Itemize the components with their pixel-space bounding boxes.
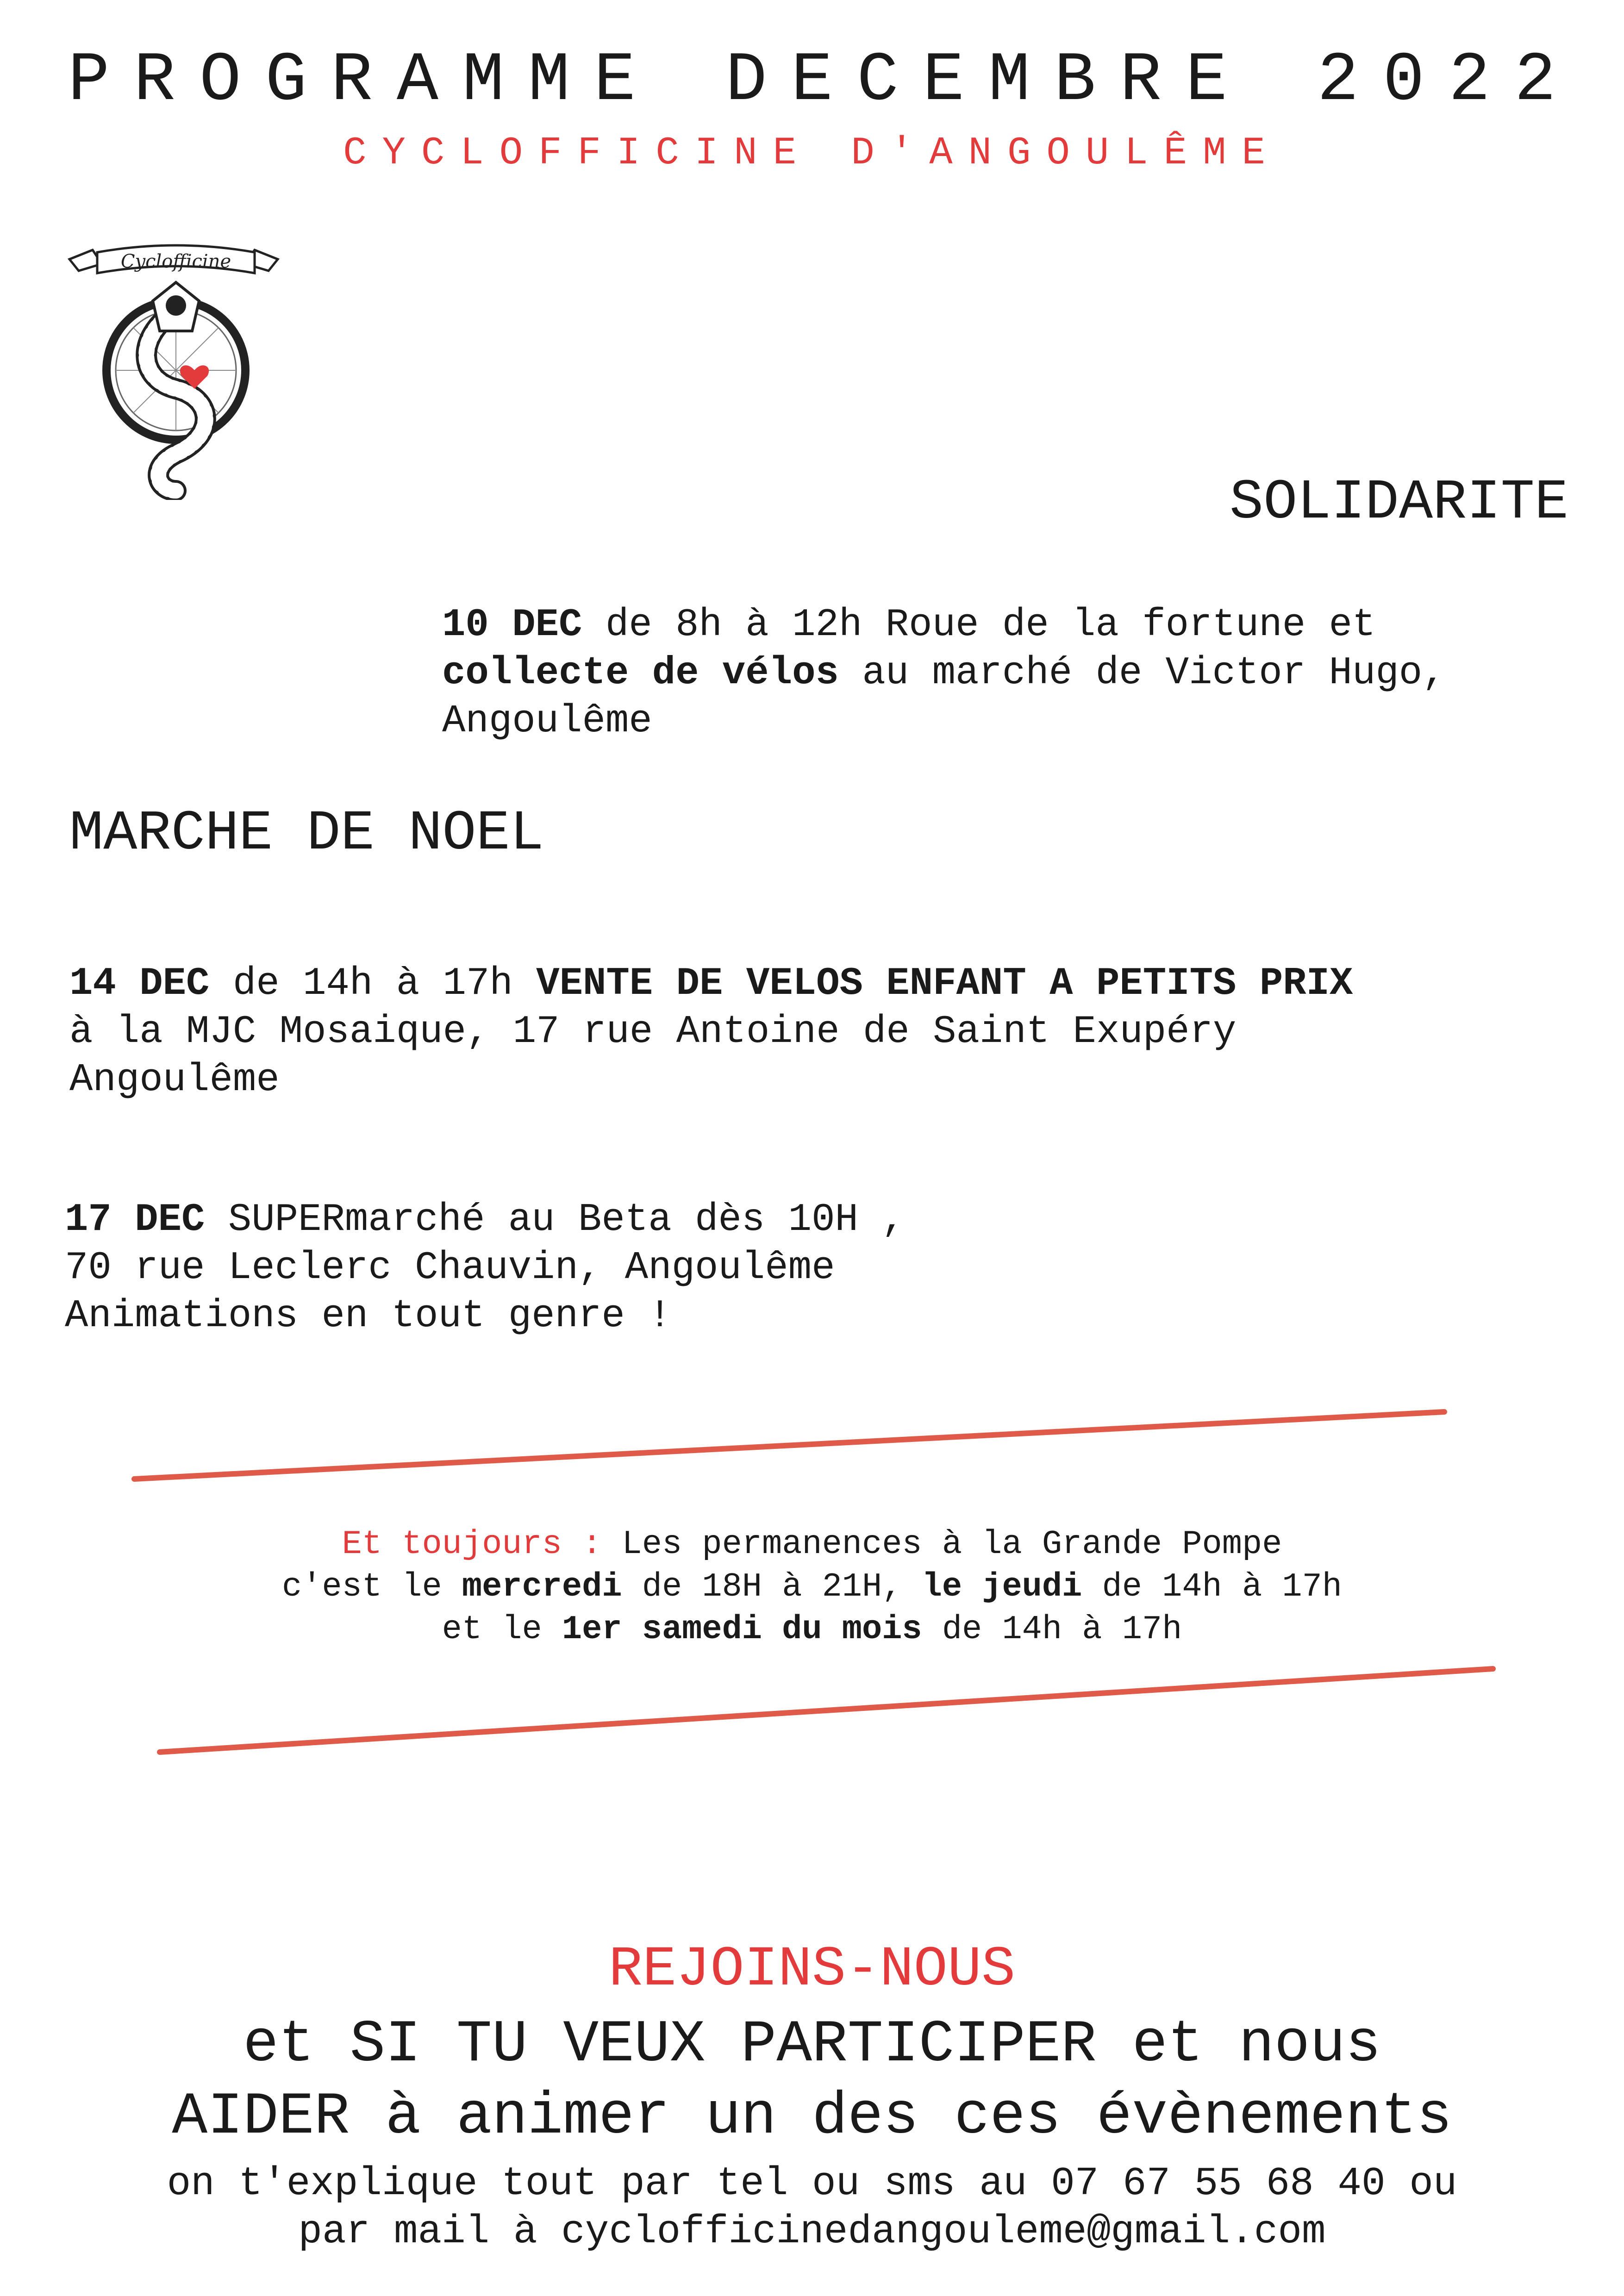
cta-rejoins-nous: REJOINS-NOUS [608,1937,1016,2002]
permanences-block [0,1523,1624,1651]
event2-address: 70 rue Leclerc Chauvin, Angoulême [65,1246,835,1290]
toujours-l2e: de 14h à 17h [1082,1568,1342,1606]
toujours-l2c: de 18H à 21H, [622,1568,922,1606]
toujours-mercredi: mercredi [462,1568,622,1606]
toujours-l2a: c'est le [282,1568,462,1606]
toujours-l3c: de 14h à 17h [922,1610,1182,1648]
toujours-lead: Et toujours : [342,1525,622,1563]
toujours-l3a: et le [442,1610,562,1648]
event1-title: VENTE DE VELOS ENFANT A PETITS PRIX [536,962,1353,1006]
solidarite-line1: de 8h à 12h Roue de la fortune et [582,603,1376,647]
event1-city: Angoulême [69,1058,280,1102]
solidarite-collecte: collecte de vélos [442,651,839,695]
footer-line-2: AIDER à animer un des ces évènements [172,2084,1452,2151]
event2-date: 17 DEC [65,1198,205,1242]
event2-title: SUPERmarché au Beta dès 10H , [205,1198,905,1242]
section-heading-marche: MARCHE DE NOEL [69,801,544,866]
footer-contact-email[interactable]: par mail à cyclofficinedangouleme@gmail.com [298,2209,1326,2254]
page-subtitle: CYCLOFFICINE D'ANGOULÊME [343,131,1281,175]
solidarite-city: Angoulême [442,699,652,743]
toujours-jeudi: le jeudi [922,1568,1082,1606]
event2-animations: Animations en tout genre ! [65,1294,672,1338]
toujours-samedi: 1er samedi du mois [562,1610,922,1648]
divider-line-top [134,1412,1444,1479]
solidarite-date: 10 DEC [442,603,582,647]
toujours-line1: Les permanences à la Grande Pompe [622,1525,1282,1563]
event1-date: 14 DEC [69,962,210,1006]
event1-address: à la MJC Mosaique, 17 rue Antoine de Saint Exupéry [69,1010,1237,1054]
page-title: PROGRAMME DECEMBRE 2022 [68,42,1580,120]
footer-line-1: et SI TU VEUX PARTICIPER et nous [243,2011,1381,2078]
divider-line-bottom [160,1669,1493,1752]
logo-text: Cyclofficine [120,251,231,272]
event1-time: de 14h à 17h [209,962,537,1006]
solidarite-line2: au marché de Victor Hugo, [838,651,1446,695]
section-heading-solidarite: SOLIDARITE [1229,470,1568,535]
footer-contact-phone: on t'explique tout par tel ou sms au 07 67 55 68 40 ou [167,2161,1457,2206]
